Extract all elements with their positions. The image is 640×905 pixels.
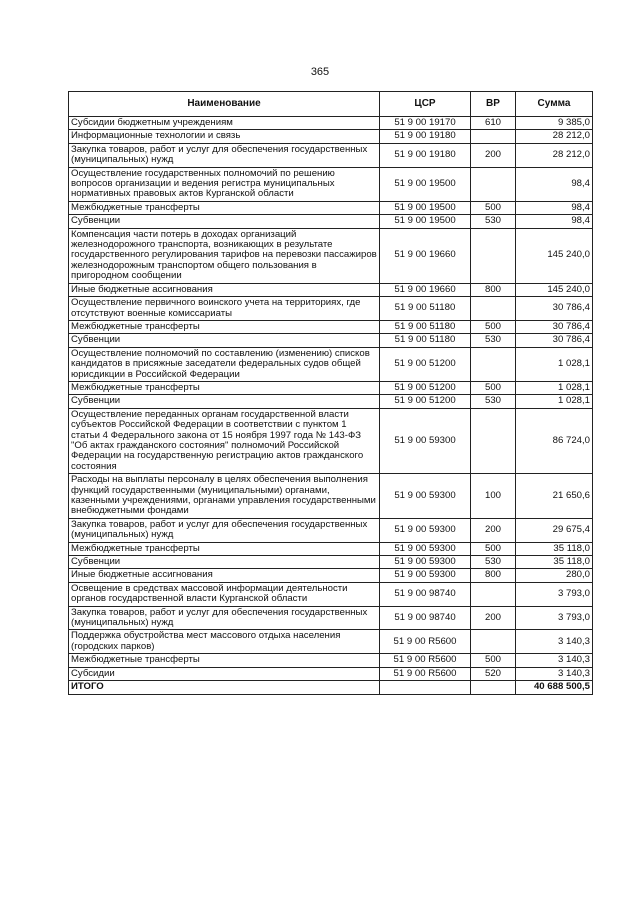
cell-csr: 51 9 00 98740 xyxy=(380,582,471,606)
cell-sum: 9 385,0 xyxy=(516,117,593,130)
header-vr: ВР xyxy=(471,92,516,117)
cell-csr: 51 9 00 59300 xyxy=(380,569,471,582)
header-csr: ЦСР xyxy=(380,92,471,117)
table-row xyxy=(69,117,593,130)
cell-name: Осуществление государственных полномочий по решению вопросов организации и ведения регистра муниципальных нормативных правовых актов Курганской области xyxy=(69,167,380,201)
cell-vr: 610 xyxy=(471,117,516,130)
cell-csr: 51 9 00 R5600 xyxy=(380,630,471,654)
table-header-row xyxy=(69,92,593,117)
cell-csr: 51 9 00 19500 xyxy=(380,167,471,201)
cell-name: Субвенции xyxy=(69,556,380,569)
cell-name: Иные бюджетные ассигнования xyxy=(69,283,380,296)
cell-sum: 30 786,4 xyxy=(516,334,593,347)
cell-name: Субвенции xyxy=(69,215,380,228)
cell-name: Субсидии бюджетным учреждениям xyxy=(69,117,380,130)
cell-sum: 145 240,0 xyxy=(516,283,593,296)
table-row xyxy=(69,408,593,473)
cell-sum: 1 028,1 xyxy=(516,395,593,408)
cell-sum: 28 212,0 xyxy=(516,130,593,143)
cell-vr: 800 xyxy=(471,283,516,296)
table-row xyxy=(69,395,593,408)
budget-table xyxy=(68,91,593,695)
table-row xyxy=(69,542,593,555)
cell-vr: 500 xyxy=(471,654,516,667)
cell-csr: 51 9 00 19500 xyxy=(380,215,471,228)
cell-name: Иные бюджетные ассигнования xyxy=(69,569,380,582)
cell-vr: 530 xyxy=(471,395,516,408)
cell-name: Межбюджетные трансферты xyxy=(69,381,380,394)
cell-sum: 35 118,0 xyxy=(516,542,593,555)
table-row xyxy=(69,201,593,214)
cell-csr: 51 9 00 R5600 xyxy=(380,654,471,667)
table-row xyxy=(69,474,593,519)
table-row xyxy=(69,654,593,667)
cell-sum: 145 240,0 xyxy=(516,228,593,283)
cell-sum: 29 675,4 xyxy=(516,518,593,542)
cell-vr: 530 xyxy=(471,334,516,347)
cell-name: Межбюджетные трансферты xyxy=(69,542,380,555)
cell-csr: 51 9 00 19660 xyxy=(380,228,471,283)
cell-csr: 51 9 00 19170 xyxy=(380,117,471,130)
cell-sum: 280,0 xyxy=(516,569,593,582)
cell-sum: 98,4 xyxy=(516,215,593,228)
table-row xyxy=(69,143,593,167)
cell-name: Расходы на выплаты персоналу в целях обеспечения выполнения функций государственными (муниципальными) органами, казенными учреждениями, органами управления государственными внебюджетными фондами xyxy=(69,474,380,519)
cell-name: Осуществление переданных органам государственной власти субъектов Российской Федерации в соответствии с пунктом 1 статьи 4 Федерального закона от 15 ноября 1997 года № 143-ФЗ "Об актах гражданского состояния" полномочий Российской Федерации на государственную регистрацию актов гражданского состояния xyxy=(69,408,380,473)
cell-sum: 98,4 xyxy=(516,167,593,201)
cell-sum: 3 140,3 xyxy=(516,667,593,680)
page-number: 365 xyxy=(310,66,330,78)
table-row xyxy=(69,283,593,296)
cell-csr: 51 9 00 59300 xyxy=(380,408,471,473)
cell-vr: 500 xyxy=(471,542,516,555)
table-row xyxy=(69,667,593,680)
cell-name: Осуществление первичного воинского учета на территориях, где отсутствуют военные комиссариаты xyxy=(69,297,380,321)
cell-sum: 30 786,4 xyxy=(516,320,593,333)
cell-name: Субсидии xyxy=(69,667,380,680)
table-row xyxy=(69,215,593,228)
cell-name: Закупка товаров, работ и услуг для обеспечения государственных (муниципальных) нужд xyxy=(69,143,380,167)
cell-csr: 51 9 00 19180 xyxy=(380,130,471,143)
cell-vr xyxy=(471,582,516,606)
cell-vr xyxy=(471,408,516,473)
table-row xyxy=(69,347,593,381)
cell-name: Межбюджетные трансферты xyxy=(69,201,380,214)
cell-csr: 51 9 00 98740 xyxy=(380,606,471,630)
cell-csr: 51 9 00 51180 xyxy=(380,320,471,333)
cell-csr: 51 9 00 59300 xyxy=(380,518,471,542)
cell-sum: 1 028,1 xyxy=(516,381,593,394)
table-row xyxy=(69,167,593,201)
cell-csr: 51 9 00 51180 xyxy=(380,334,471,347)
cell-name: Освещение в средствах массовой информации деятельности органов государственной власти Курганской области xyxy=(69,582,380,606)
cell-vr: 530 xyxy=(471,215,516,228)
cell-name: Межбюджетные трансферты xyxy=(69,654,380,667)
cell-sum: 1 028,1 xyxy=(516,347,593,381)
header-sum: Сумма xyxy=(516,92,593,117)
cell-vr: 200 xyxy=(471,606,516,630)
cell-vr: 200 xyxy=(471,143,516,167)
cell-sum: 30 786,4 xyxy=(516,297,593,321)
cell-csr: 51 9 00 51200 xyxy=(380,381,471,394)
table-row xyxy=(69,130,593,143)
cell-vr: 530 xyxy=(471,556,516,569)
cell-vr: 500 xyxy=(471,201,516,214)
table-row xyxy=(69,582,593,606)
cell-vr: 520 xyxy=(471,667,516,680)
cell-name: Поддержка обустройства мест массового отдыха населения (городских парков) xyxy=(69,630,380,654)
table-row xyxy=(69,297,593,321)
cell-name: Компенсация части потерь в доходах организаций железнодорожного транспорта, возникающих в результате государственного регулирования тарифов на перевозки пассажиров железнодорожным транспортом общего пользования в пригородном сообщении xyxy=(69,228,380,283)
cell-vr xyxy=(471,167,516,201)
cell-sum: 98,4 xyxy=(516,201,593,214)
cell-csr: 51 9 00 59300 xyxy=(380,542,471,555)
cell-csr: 51 9 00 19180 xyxy=(380,143,471,167)
table-row xyxy=(69,228,593,283)
cell-sum: 28 212,0 xyxy=(516,143,593,167)
cell-csr: 51 9 00 51180 xyxy=(380,297,471,321)
cell-vr xyxy=(471,347,516,381)
cell-sum: 3 793,0 xyxy=(516,582,593,606)
cell-vr: 200 xyxy=(471,518,516,542)
total-csr xyxy=(380,681,471,694)
cell-csr: 51 9 00 51200 xyxy=(380,347,471,381)
header-name: Наименование xyxy=(69,92,380,117)
cell-vr xyxy=(471,228,516,283)
cell-sum: 3 140,3 xyxy=(516,630,593,654)
cell-sum: 21 650,6 xyxy=(516,474,593,519)
cell-vr: 500 xyxy=(471,381,516,394)
table-row xyxy=(69,630,593,654)
total-sum: 40 688 500,5 xyxy=(516,681,593,694)
table-row xyxy=(69,320,593,333)
cell-name: Межбюджетные трансферты xyxy=(69,320,380,333)
cell-sum: 86 724,0 xyxy=(516,408,593,473)
cell-sum: 3 140,3 xyxy=(516,654,593,667)
cell-vr: 800 xyxy=(471,569,516,582)
table-row xyxy=(69,381,593,394)
cell-csr: 51 9 00 19500 xyxy=(380,201,471,214)
total-vr xyxy=(471,681,516,694)
cell-csr: 51 9 00 R5600 xyxy=(380,667,471,680)
cell-vr: 100 xyxy=(471,474,516,519)
cell-vr xyxy=(471,130,516,143)
cell-csr: 51 9 00 59300 xyxy=(380,474,471,519)
cell-vr: 500 xyxy=(471,320,516,333)
cell-vr xyxy=(471,630,516,654)
cell-csr: 51 9 00 59300 xyxy=(380,556,471,569)
cell-name: Субвенции xyxy=(69,334,380,347)
cell-vr xyxy=(471,297,516,321)
table-row xyxy=(69,334,593,347)
cell-name: Закупка товаров, работ и услуг для обеспечения государственных (муниципальных) нужд xyxy=(69,606,380,630)
cell-sum: 35 118,0 xyxy=(516,556,593,569)
cell-csr: 51 9 00 51200 xyxy=(380,395,471,408)
cell-csr: 51 9 00 19660 xyxy=(380,283,471,296)
table-row xyxy=(69,569,593,582)
cell-name: Осуществление полномочий по составлению (изменению) списков кандидатов в присяжные заседатели федеральных судов общей юрисдикции в Российской Федерации xyxy=(69,347,380,381)
cell-name: Субвенции xyxy=(69,395,380,408)
cell-name: Закупка товаров, работ и услуг для обеспечения государственных (муниципальных) нужд xyxy=(69,518,380,542)
total-label: ИТОГО xyxy=(69,681,380,694)
total-row xyxy=(69,681,593,694)
table-row xyxy=(69,606,593,630)
table-row xyxy=(69,518,593,542)
cell-sum: 3 793,0 xyxy=(516,606,593,630)
cell-name: Информационные технологии и связь xyxy=(69,130,380,143)
table-row xyxy=(69,556,593,569)
